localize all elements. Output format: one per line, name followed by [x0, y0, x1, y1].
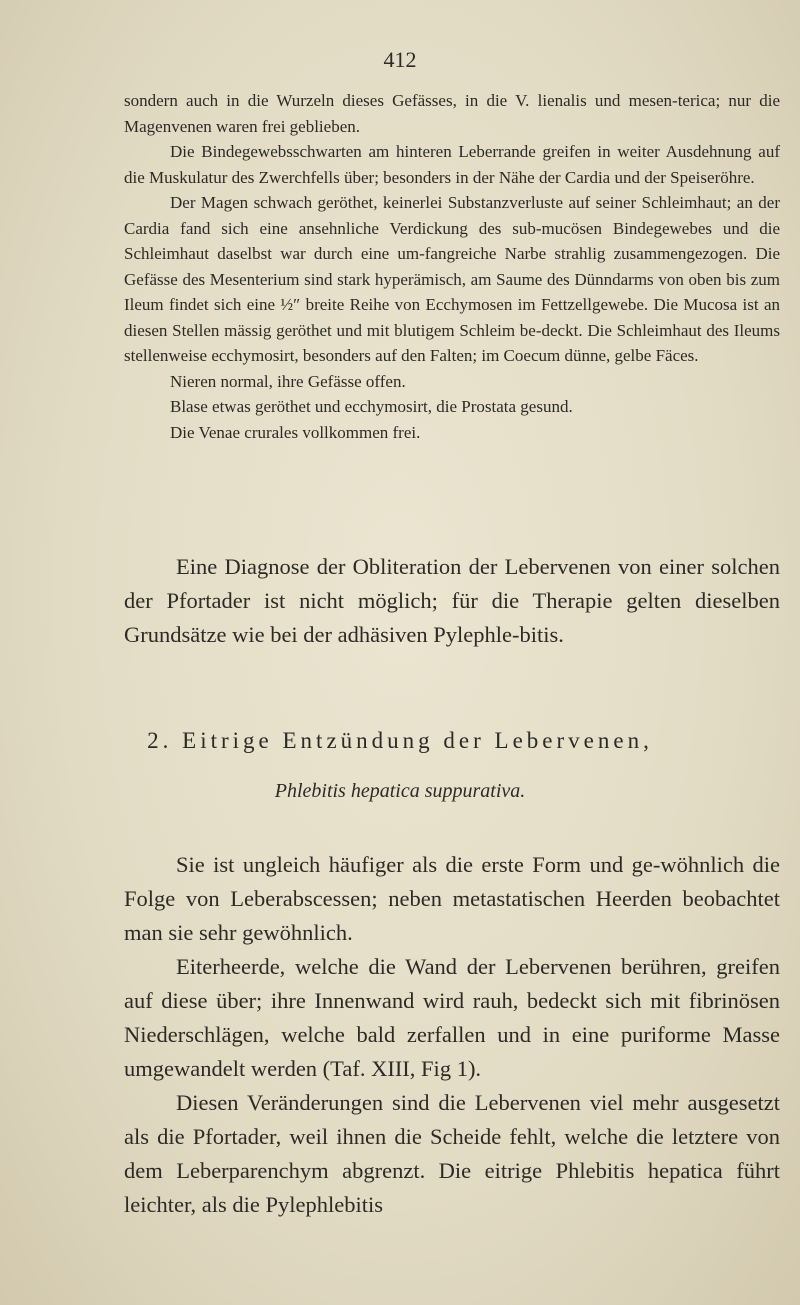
paragraph: Blase etwas geröthet und ecchymosirt, die Prostata gesund. [170, 397, 573, 416]
paragraph: sondern auch in die Wurzeln dieses Gefässes, in die V. lienalis und mesen-terica; nur die Magenvenen waren frei geblieben. [124, 91, 780, 136]
case-report-text [124, 88, 780, 445]
paragraph: Diesen Veränderungen sind die Lebervenen viel mehr ausgesetzt als die Pfortader, weil ihnen die Scheide fehlt, welche die letztere von dem Leberparenchym abgrenzt. Die eitrige Phlebitis hepatica führt leichter, als die Pylephlebitis [124, 1090, 780, 1217]
paragraph: Die Venae crurales vollkommen frei. [170, 422, 421, 442]
body-text [124, 848, 780, 1222]
page-number: 412 [383, 47, 417, 72]
section-subtitle: Phlebitis hepatica suppurativa. [274, 780, 526, 802]
paragraph: Eine Diagnose der Obliteration der Lebervenen von einer solchen der Pfortader ist nicht möglich; für die Therapie gelten dieselben Grundsätze wie bei der adhäsiven Pylephle-bitis. [124, 554, 780, 647]
paragraph: Nieren normal, ihre Gefässe offen. [170, 371, 406, 391]
paragraph: Der Magen schwach geröthet, keinerlei Substanzverluste auf seiner Schleimhaut; an der Cardia fand sich eine ansehnliche Verdickung des sub-mucösen Bindegewebes und die Schleimhaut daselbst war durch eine um-fangreiche Narbe strahlig zusammengezogen. Die Gefässe des Mesenterium sind stark hyperämisch, am Saume des Dünndarms von oben bis zum Ileum findet sich eine ½″ breite Reihe von Ecchymosen im Fettzellgewebe. Die Mucosa ist an diesen Stellen mässig geröthet und mit blutigem Schleim be-deckt. Die Schleimhaut des Ileums stellenweise ecchymosirt, besonders auf den Falten; im Coecum dünne, gelbe Fäces. [124, 193, 780, 365]
paragraph: Eiterheerde, welche die Wand der Lebervenen berühren, greifen auf diese über; ihre Innenwand wird rauh, bedeckt sich mit fibrinösen Niederschlägen, welche bald zerfallen und in eine puriforme Masse umgewandelt werden (Taf. XIII, Fig 1). [124, 954, 780, 1081]
section-heading: 2. Eitrige Entzündung der Lebervenen, [147, 728, 653, 753]
paragraph: Sie ist ungleich häufiger als die erste Form und ge-wöhnlich die Folge von Leberabscessen; neben metastatischen Heerden beobachtet man sie sehr gewöhnlich. [124, 852, 780, 945]
paragraph: Die Bindegewebsschwarten am hinteren Leberrande greifen in weiter Ausdehnung auf die Muskulatur des Zwerchfells über; besonders in der Nähe der Cardia und der Speiseröhre. [124, 142, 780, 187]
diagnosis-text [124, 550, 780, 652]
